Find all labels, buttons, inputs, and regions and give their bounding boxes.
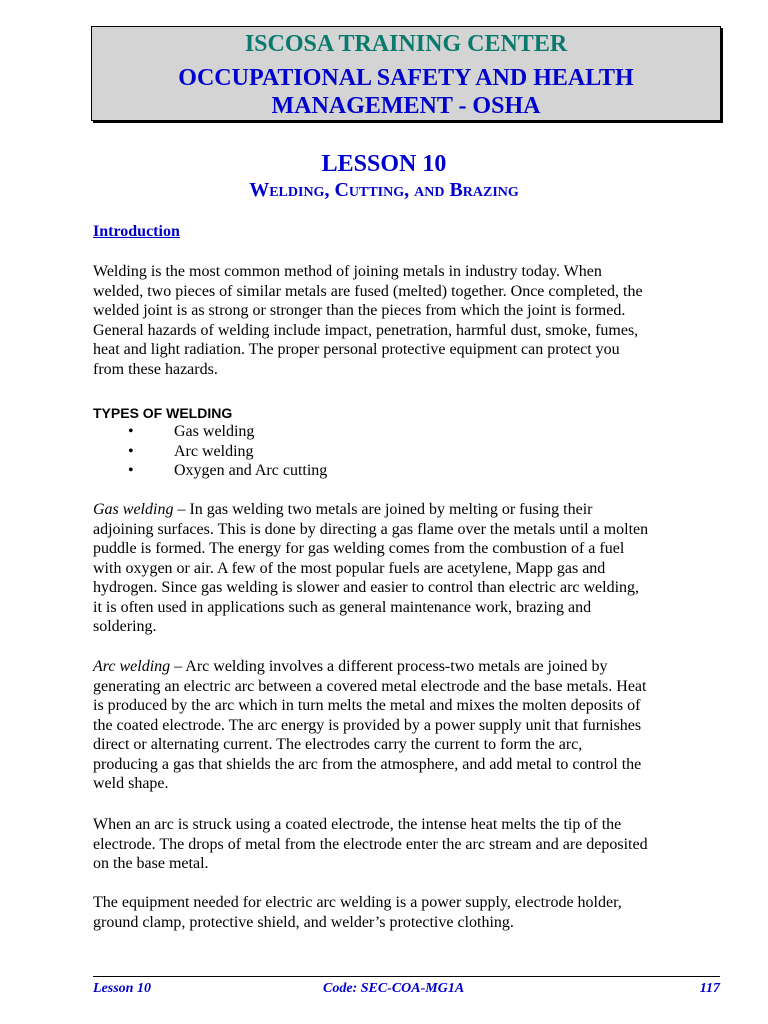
page-number: 117	[699, 981, 720, 996]
arc-welding-paragraph	[93, 657, 733, 794]
training-center-name: ISCOSA TRAINING CENTER	[244, 31, 568, 57]
course-title-line-1: OCCUPATIONAL SAFETY AND HEALTH	[178, 65, 634, 91]
gas-welding-paragraph	[93, 500, 733, 637]
page-footer	[93, 980, 720, 1000]
list-item-label: Oxygen and Arc cutting	[174, 462, 328, 479]
footer-divider	[93, 976, 720, 977]
introduction-heading: Introduction	[93, 223, 180, 240]
gas-welding-text: – In gas welding two metals are joined by melting or fusing their adjoining surfaces. This is done by directing a gas flame over the metals until a molten puddle is formed. The energy for gas welding comes from the combustion of a fuel with oxygen or air. A few of the most popular fuels are acetylene, Mapp gas and hydrogen. Since gas welding is slower and easier to control than electric arc welding, it is often used in applications such as general maintenance work, brazing and soldering.	[93, 501, 649, 635]
list-item-label: Gas welding	[174, 423, 255, 440]
list-item	[93, 422, 327, 442]
introduction-paragraph: Welding is the most common method of joining metals in industry today. When welded, two pieces of similar metals are fused (melted) together. Once completed, the welded joint is as strong or stronger than the pieces from which the joint is formed. General hazards of welding include impact, penetration, harmful dust, smoke, fumes, heat and light radiation. The proper personal protective equipment can protect you from these hazards.	[93, 263, 643, 378]
arc-welding-term: Arc welding	[93, 658, 171, 675]
course-title	[92, 64, 720, 120]
footer-lesson: Lesson 10	[93, 981, 151, 996]
bullet-icon: •	[128, 423, 134, 440]
bullet-icon: •	[128, 442, 134, 460]
course-title-line-2: MANAGEMENT - OSHA	[271, 93, 541, 119]
list-item-label: Arc welding	[174, 442, 254, 460]
gas-welding-term: Gas welding	[93, 501, 174, 518]
document-header-box	[91, 26, 721, 121]
list-item	[93, 461, 327, 481]
lesson-number: LESSON 10	[321, 151, 447, 177]
bullet-icon: •	[128, 462, 134, 479]
types-of-welding-heading: TYPES OF WELDING	[93, 405, 233, 421]
lesson-title: Welding, Cutting, and Brazing	[249, 179, 519, 201]
footer-code: Code: SEC-COA-MG1A	[323, 981, 465, 996]
equipment-paragraph: The equipment needed for electric arc welding is a power supply, electrode holder, ground clamp, protective shield, and welder’s protective clothing.	[93, 894, 622, 931]
coated-electrode-paragraph: When an arc is struck using a coated electrode, the intense heat melts the tip of the electrode. The drops of metal from the electrode enter the arc stream and are deposited on the base metal.	[93, 816, 648, 872]
types-of-welding-list	[93, 422, 327, 481]
list-item	[93, 442, 327, 462]
arc-welding-text: – Arc welding involves a different process-two metals are joined by generating an electric arc between a covered metal electrode and the base metals. Heat is produced by the arc which in turn melts the metal and mixes the molten deposits of the coated electrode. The arc energy is provided by a power supply unit that furnishes direct or alternating current. The electrodes carry the current to form the arc, producing a gas that shields the arc from the atmosphere, and add metal to control the weld shape.	[93, 658, 647, 792]
